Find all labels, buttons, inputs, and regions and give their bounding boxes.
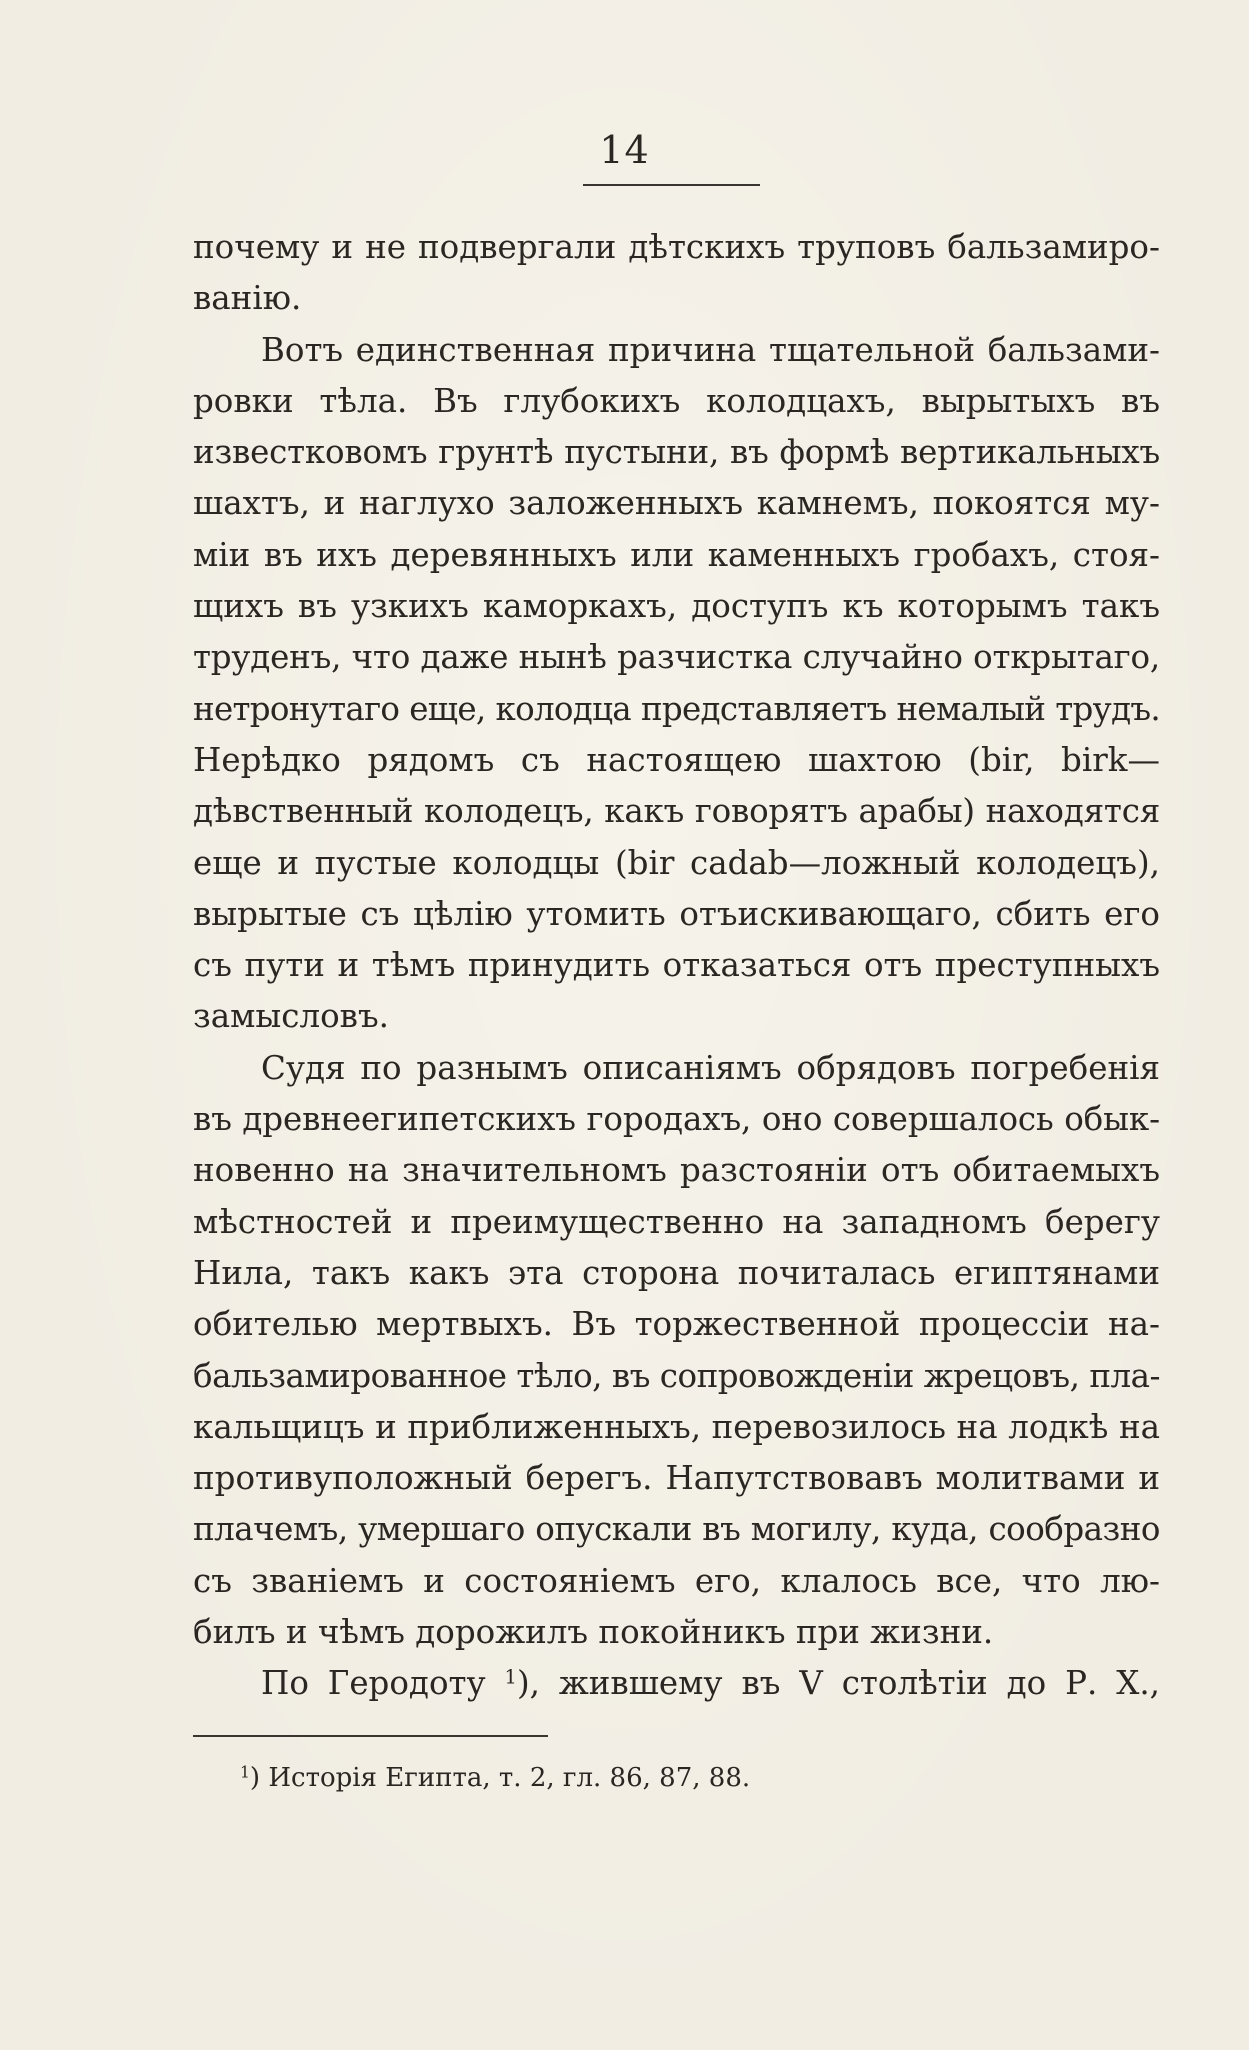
text-line: мѣстностей и преимущественно на западномъ берегу <box>193 1202 1160 1241</box>
text-line-start: По Геродоту <box>261 1664 505 1703</box>
text-line: замысловъ. <box>193 997 389 1036</box>
footnote-text: ) Исторія Египта, т. 2, гл. 86, 87, 88. <box>249 1763 751 1793</box>
footnote-marker: 1 <box>240 1763 250 1782</box>
text-line: билъ и чѣмъ дорожилъ покойникъ при жизни. <box>193 1613 994 1652</box>
text-line: еще и пустые колодцы (bir cadab—ложный колодецъ), <box>193 843 1160 882</box>
text-line: нетронутаго еще, колодца представляетъ немалый трудъ. <box>193 689 1160 728</box>
body-text <box>193 222 1160 1710</box>
text-line: въ древнеегипетскихъ городахъ, оно совершалось обык- <box>193 1100 1160 1139</box>
text-line: ровки тѣла. Въ глубокихъ колодцахъ, вырытыхъ въ <box>193 381 1160 420</box>
text-line: Нерѣдко рядомъ съ настоящею шахтою (bir, birk— <box>193 740 1160 779</box>
text-line: противуположный берегъ. Напутствовавъ молитвами и <box>193 1459 1160 1498</box>
text-line: съ пути и тѣмъ принудить отказаться отъ преступныхъ <box>193 946 1160 985</box>
footnote <box>240 1760 750 1796</box>
text-line: міи въ ихъ деревянныхъ или каменныхъ гробахъ, стоя- <box>193 535 1160 574</box>
text-line: новенно на значительномъ разстояніи отъ обитаемыхъ <box>193 1151 1160 1190</box>
text-line: известковомъ грунтѣ пустыни, въ формѣ вертикальныхъ <box>193 433 1160 472</box>
text-line: вырытые съ цѣлію утомить отъискивающаго, сбить его <box>193 894 1160 933</box>
text-line: обителью мертвыхъ. Въ торжественной процессіи на- <box>193 1305 1160 1344</box>
text-line: дѣвственный колодецъ, какъ говорятъ арабы) находятся <box>193 792 1160 831</box>
text-line: Судя по разнымъ описаніямъ обрядовъ погребенія <box>261 1048 1160 1087</box>
text-line-with-footnote-ref <box>193 1658 1160 1709</box>
text-line: съ званіемъ и состояніемъ его, клалось все, что лю- <box>193 1561 1160 1600</box>
text-line: плачемъ, умершаго опускали въ могилу, куда, сообразно <box>193 1510 1160 1549</box>
header-rule <box>583 184 760 186</box>
text-line: Нила, такъ какъ эта сторона почиталась египтянами <box>193 1253 1160 1292</box>
text-line: шахтъ, и наглухо заложенныхъ камнемъ, покоятся му- <box>193 484 1160 523</box>
text-line: кальщицъ и приближенныхъ, перевозилось на лодкѣ на <box>193 1407 1160 1446</box>
text-line: труденъ, что даже нынѣ разчистка случайно открытаго, <box>193 638 1160 677</box>
page-number: 14 <box>599 128 650 172</box>
text-line: бальзамированное тѣло, въ сопровожденіи жрецовъ, пла- <box>193 1356 1160 1395</box>
text-line: щихъ въ узкихъ каморкахъ, доступъ къ которымъ такъ <box>193 587 1160 626</box>
text-line-end: ), жившему въ V столѣтіи до Р. Х., <box>516 1664 1160 1703</box>
text-line: Вотъ единственная причина тщательной бальзами- <box>261 330 1160 369</box>
text-line: ванію. <box>193 279 302 318</box>
footnote-rule <box>193 1735 548 1737</box>
text-line: почему и не подвергали дѣтскихъ труповъ бальзамиро- <box>193 228 1160 266</box>
footnote-reference: 1 <box>504 1665 517 1689</box>
